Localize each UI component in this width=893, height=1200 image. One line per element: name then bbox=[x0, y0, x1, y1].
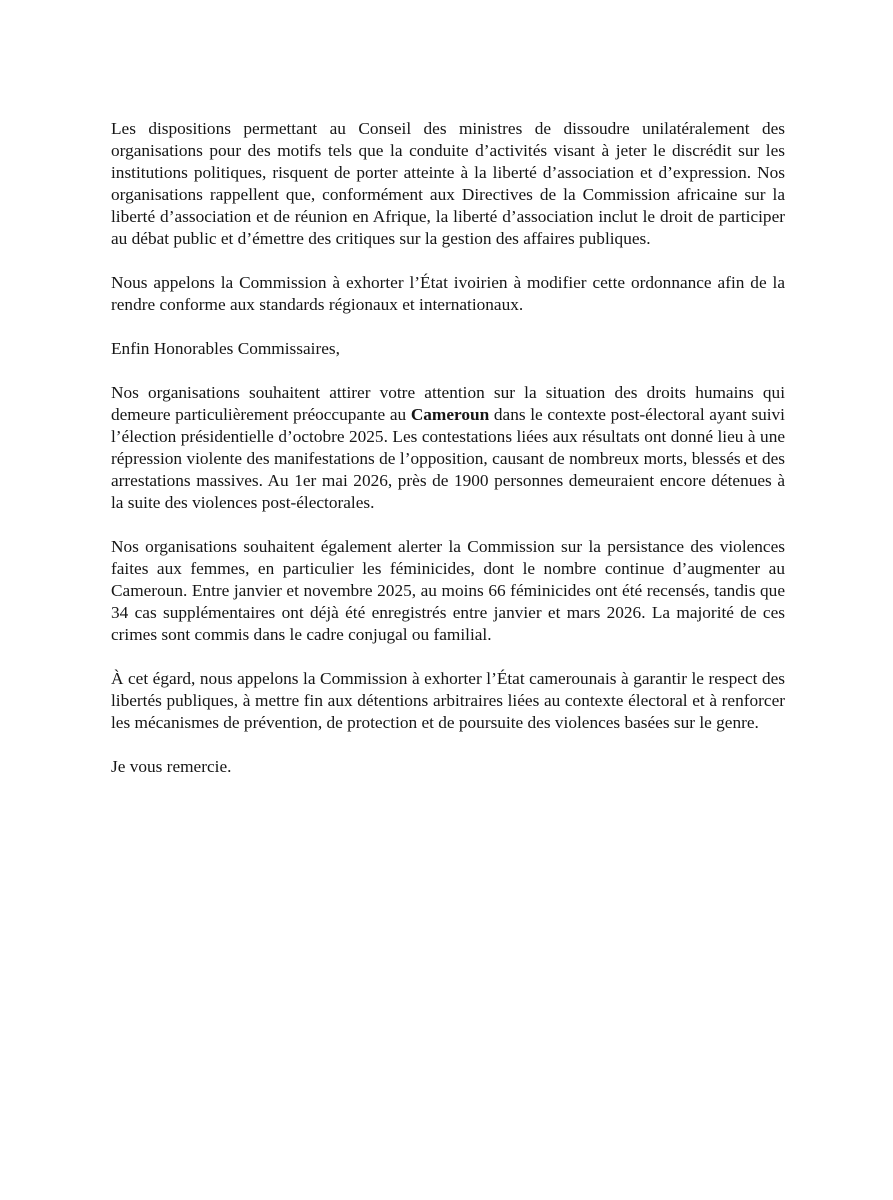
paragraph-femicides: Nos organisations souhaitent également alerter la Commission sur la persistance des violences faites aux femmes, en particulier les féminicides, dont le nombre continue d’augmenter au Cameroun. Entre janvier et novembre 2025, au moins 66 féminicides ont été recensés, tandis que 34 cas supplémentaires ont déjà été enregistrés entre janvier et mars 2026. La majorité de ces crimes sont commis dans le cadre conjugal ou familial. bbox=[111, 537, 785, 644]
paragraph-call-ivory-coast: Nous appelons la Commission à exhorter l’État ivoirien à modifier cette ordonnance afin de la rendre conforme aux standards régionaux et internationaux. bbox=[111, 273, 785, 314]
paragraph-cameroon-situation bbox=[111, 382, 785, 514]
cameroon-emphasis: Cameroun bbox=[410, 405, 490, 424]
paragraph-call-cameroon: À cet égard, nous appelons la Commission à exhorter l’État camerounais à garantir le respect des libertés publiques, à mettre fin aux détentions arbitraires liées au contexte électoral et à renforcer les mécanismes de prévention, de protection et de poursuite des violences basées sur le genre. bbox=[111, 669, 785, 732]
paragraph-dissolution-provisions: Les dispositions permettant au Conseil des ministres de dissoudre unilatéralement des organisations pour des motifs tels que la conduite d’activités visant à jeter le discrédit sur les institutions politiques, risquent de porter atteinte à la liberté d’association et d’expression. Nos organisations rappellent que, conformément aux Directives de la Commission africaine sur la liberté d’association et de réunion en Afrique, la liberté d’association inclut le droit de participer au débat public et d’émettre des critiques sur la gestion des affaires publiques. bbox=[111, 119, 785, 248]
paragraph-closing: Je vous remercie. bbox=[111, 757, 232, 776]
paragraph-cameroon-text-end: dans le contexte post-électoral ayant suivi l’élection présidentielle d’octobre 2025. Les contestations liées aux résultats ont donné lieu à une répression violente des manifestations de l’opposition, causant de nombreux morts, blessés et des arrestations massives. Au 1er mai 2026, près de 1900 personnes demeuraient encore détenues à la suite des violences post-électorales. bbox=[111, 405, 785, 512]
paragraph-salutation: Enfin Honorables Commissaires, bbox=[111, 339, 340, 358]
document-body bbox=[111, 118, 785, 800]
paragraph-cameroon-text-start: Nos organisations souhaitent attirer votre attention sur la situation des droits humains qui demeure particulièrement préoccupante au bbox=[111, 383, 785, 424]
